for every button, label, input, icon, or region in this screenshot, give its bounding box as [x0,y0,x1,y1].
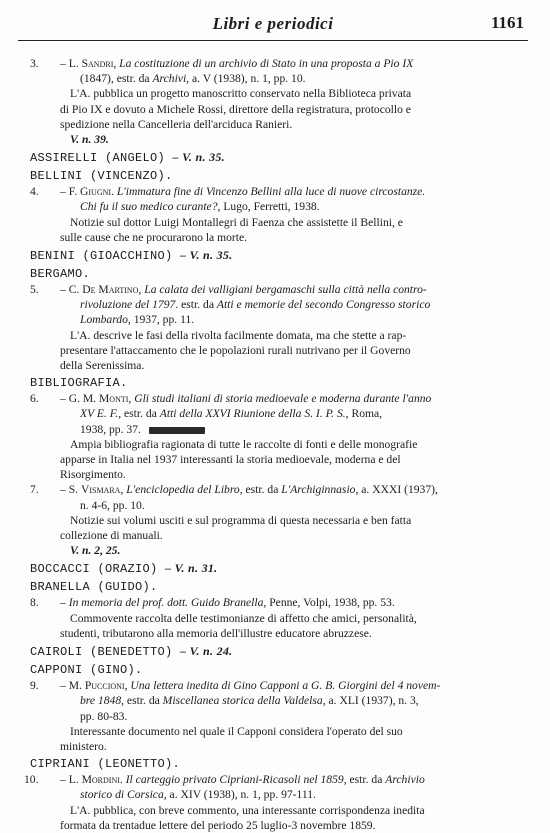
entry-5: 5. – C. De Martino, La calata dei valligiani bergamaschi sulla città nella contro- rivoluzione del 1797. estr. da Atti e memorie del secondo Congresso storico Lombardo, 1937, pp. 11. L'A. descrive le fasi della rivolta facilmente domata, ma che stette a rap- presentare l'attaccamento che le popolazioni rurali nutrivano per il Governo della Serenissima. [30,282,524,373]
entry-7: 7. – S. Vismara, L'enciclopedia del Libro, estr. da L'Archiginnasio, a. XXXI (1937), n. 4-6, pp. 10. Notizie sui volumi usciti e sul programma di questa necessaria e ben fatta collezione di manuali. V. n. 2, 25. [30,482,524,558]
entry-note: sulle cause che ne procurarono la morte. [60,230,248,244]
entry-4: 4. – F. Giugni. L'immatura fine di Vincenzo Bellini alla luce di nuove circostanze. Chi fu il suo medico curante?, Lugo, Ferretti, 1938. Notizie sul dottor Luigi Montallegri di Faenza che assistette il Bellini, e sulle cause che ne procurarono la morte. [30,184,524,245]
work-title: L'immatura fine di Vincenzo Bellini alla luce di nuove circostanze. [116,185,426,199]
author-name: Puccioni [84,679,125,693]
entry-note: Interessante documento nel quale il Capponi considera l'operato del suo [70,724,403,738]
source-title-cont: Lombardo [80,313,128,327]
author-name: Mordini [81,773,120,787]
entry-note: L'A. pubblica, con breve commento, una interessante corrispondenza inedita [70,803,425,817]
work-title: In memoria del prof. dott. Guido Branella [68,596,264,610]
author-name: Monti [98,392,129,406]
work-title: Una lettera inedita di Gino Capponi a G. B. Giorgini del 4 novem- [130,679,441,693]
work-title: La costituzione di un archivio di Stato in una proposta a Pio IX [119,57,414,70]
page-number: 1161 [490,13,524,32]
entry-number: 4. [30,185,39,199]
author-name: Vismara [80,483,121,497]
subject-heading-cairoli: CAIROLI (BENEDETTO) – V. n. 24. [30,644,233,660]
subject-heading-cipriani: CIPRIANI (LEONETTO). [30,757,181,772]
work-title: L'enciclopedia del Libro [126,483,240,497]
entry-note: L'A. descrive le fasi della rivolta facilmente domata, ma che stette a rap- [70,328,407,342]
entry-note: presentare l'attaccamento che le popolazioni rurali nutrivano per il Governo [60,343,411,357]
work-title-cont: XV E. F. [80,407,119,421]
entry-note: di Pio IX e dovuto a Michele Rossi, direttore della registratura, protocollo e [60,102,411,116]
entry-number: 9. [30,679,39,693]
subject-heading-bergamo: BERGAMO. [30,267,91,282]
source-title: Atti della XXVI Riunione della S. I. P. S. [159,407,346,421]
running-header [18,14,528,41]
subject-heading-assirelli: ASSIRELLI (ANGELO) – V. n. 35. [30,150,225,166]
entry-9: 9. – M. Puccioni, Una lettera inedita di Gino Capponi a G. B. Giorgini del 4 novem- bre 1848, estr. da Miscellanea storica della Valdelsa, a. XLI (1937), n. 3, pp. 80-83. Interessante documento nel quale il Capponi considera l'operato del suo ministero. [30,678,524,754]
entry-10: 10. – L. Mordini. Il carteggio privato Cipriani-Ricasoli nel 1859, estr. da Archivio storico di Corsica, a. XIV (1938), n. 1, pp. 97-111. L'A. pubblica, con breve commento, una interessante corrispondenza inedita formata da trentadue lettere del periodo 25 luglio-3 novembre 1859. [30,772,524,833]
subject-heading-branella: BRANELLA (GUIDO). [30,580,158,595]
entry-number: 5. [30,283,39,297]
source-title: L'Archiginnasio [281,483,356,497]
entry-8: 8. – In memoria del prof. dott. Guido Branella, Penne, Volpi, 1938, pp. 53. Commovente raccolta delle testimonianze di affetto che amici, personalità, studenti, tributarono alla memoria dell'illustre educatore abruzzese. [30,595,524,641]
entry-note: spedizione nella Cancelleria dell'arciduca Ranieri. [60,117,293,131]
author-name: Sandri [81,57,114,70]
entry-note: apparse in Italia nel 1937 interessanti la storia medioevale, moderna e del [60,453,401,467]
source-title: Archivi [152,72,187,86]
entry-number: 10. [24,773,39,787]
page-body [24,56,524,833]
work-title: La calata dei valligiani bergamaschi sulla città nella contro- [144,283,427,297]
source-title: Atti e memorie del secondo Congresso storico [216,298,431,312]
work-title: Il carteggio privato Cipriani-Ricasoli nel 1859 [125,773,344,787]
running-title: Libri e periodici [212,14,334,33]
cross-reference: V. n. 39. [70,133,109,147]
entry-note: Notizie sui volumi usciti e sul programma di questa necessaria e ben fatta [70,513,412,527]
source-title-cont: storico di Corsica [80,788,164,802]
entry-note: L'A. pubblica un progetto manoscritto conservato nella Biblioteca privata [70,87,412,101]
work-title-cont: bre 1848 [80,694,122,708]
entry-note: collezione di manuali. [60,529,163,543]
ink-smudge [149,427,205,434]
entry-3: 3. – L. Sandri, La costituzione di un archivio di Stato in una proposta a Pio IX (1847), estr. da Archivi, a. V (1938), n. 1, pp. 10. L'A. pubblica un progetto manoscritto conservato nella Biblioteca privata di Pio IX e dovuto a Michele Rossi, direttore della registratura, protocollo e spedizione nella Cancelleria dell'arciduca Ranieri. V. n. 39. [30,56,524,147]
work-title: Gli studi italiani di storia medioevale e moderna durante l'anno [134,392,432,406]
entry-number: 8. [30,596,39,610]
entry-note: ministero. [60,739,107,753]
cross-reference: V. n. 2, 25. [70,544,121,558]
entry-note: Notizie sul dottor Luigi Montallegri di Faenza che assistette il Bellini, e [70,215,403,229]
entry-note: Ampia bibliografia ragionata di tutte le raccolte di fonti e delle monografie [70,437,418,451]
subject-heading-bibliografia: BIBLIOGRAFIA. [30,376,128,391]
author-name: De Martino [82,283,139,297]
entry-note: della Serenissima. [60,359,145,373]
author-name: Giugni [80,185,112,199]
subject-heading-bellini: BELLINI (VINCENZO). [30,169,173,184]
entry-note: Commovente raccolta delle testimonianze di affetto che amici, personalità, [70,611,417,625]
subject-heading-capponi: CAPPONI (GINO). [30,663,143,678]
subject-heading-boccacci: BOCCACCI (ORAZIO) – V. n. 31. [30,561,218,577]
entry-number: 3. [30,57,39,70]
entry-6: 6. – G. M. Monti, Gli studi italiani di storia medioevale e moderna durante l'anno XV E. F., estr. da Atti della XXVI Riunione della S. I. P. S., Roma, 1938, pp. 37. Ampia bibliografia ragionata di tutte le raccolte di fonti e delle monografie apparse in Italia nel 1937 interessanti la storia medioevale, moderna e del Risorgimento. [30,391,524,482]
entry-number: 6. [30,392,39,406]
subject-heading-benini: BENINI (GIOACCHINO) – V. n. 35. [30,248,233,264]
entry-note: Risorgimento. [60,468,126,482]
entry-note: formata da trentadue lettere del periodo 25 luglio-3 novembre 1859. [60,818,376,832]
work-title-cont: rivoluzione del 1797 [80,298,176,312]
entry-note: studenti, tributarono alla memoria dell'illustre educatore abruzzese. [60,626,372,640]
entry-number: 7. [30,483,39,497]
source-title: Archivio [385,773,425,787]
work-title-cont: Chi fu il suo medico curante? [80,200,218,214]
source-title: Miscellanea storica della Valdelsa [162,694,323,708]
